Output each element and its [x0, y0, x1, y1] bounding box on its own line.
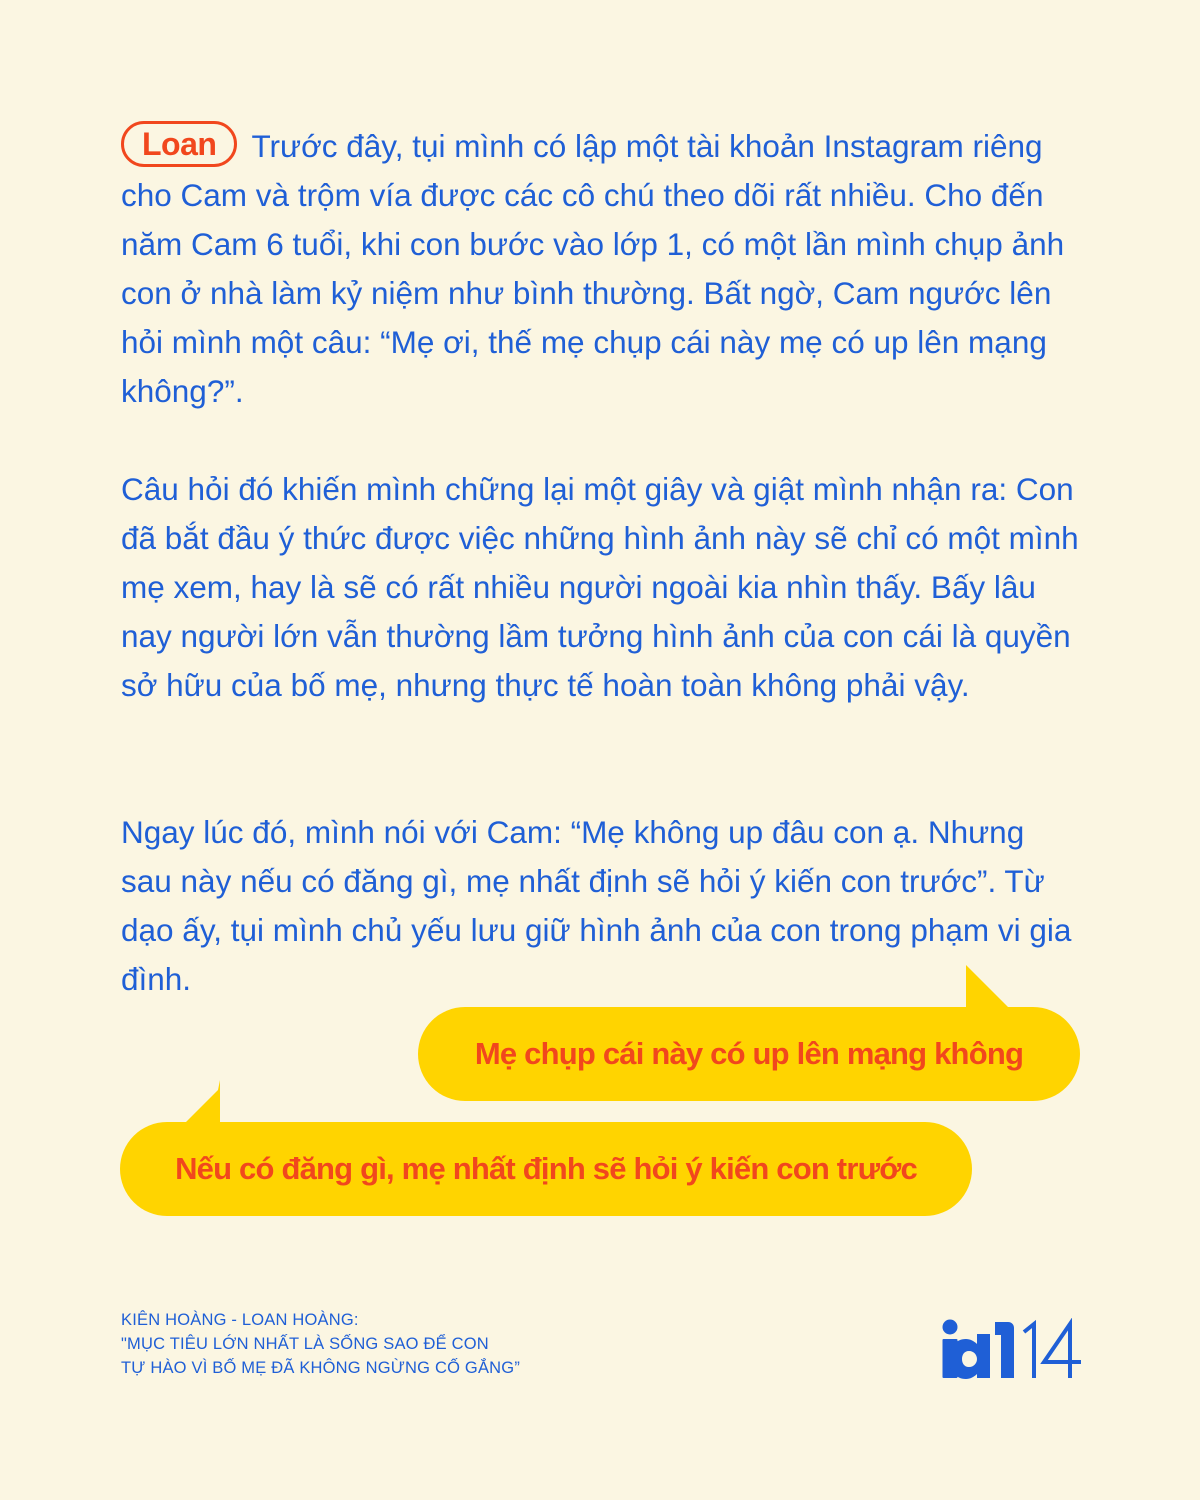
paragraph-1: [121, 121, 1081, 416]
paragraph-2: Câu hỏi đó khiến mình chững lại một giây và giật mình nhận ra: Con đã bắt đầu ý thức được việc những hình ảnh này sẽ chỉ có một mình mẹ xem, hay là sẽ có rất nhiều người ngoài kia nhìn thấy. Bấy lâu nay người lớn vẫn thường lầm tưởng hình ảnh của con cái là quyền sở hữu của bố mẹ, nhưng thực tế hoàn toàn không phải vậy.: [121, 471, 1079, 703]
footer-caption: [121, 1308, 520, 1380]
bubble-question-text: Mẹ chụp cái này có up lên mạng không: [418, 1007, 1080, 1101]
footer-line-2: "MỤC TIÊU LỚN NHẤT LÀ SỐNG SAO ĐỂ CON: [121, 1335, 489, 1353]
paragraph-3: Ngay lúc đó, mình nói với Cam: “Mẹ không up đâu con ạ. Nhưng sau này nếu có đăng gì, mẹ nhất định sẽ hỏi ý kiến con trước”. Từ dạo ấy, tụi mình chủ yếu lưu giữ hình ảnh của con trong phạm vi gia đình.: [121, 814, 1072, 997]
footer-line-3: TỰ HÀO VÌ BỐ MẸ ĐÃ KHÔNG NGỪNG CỐ GẮNG”: [121, 1359, 521, 1377]
paragraph-1-text: Trước đây, tụi mình có lập một tài khoản Instagram riêng cho Cam và trộm vía được các cô chú theo dõi rất nhiều. Cho đến năm Cam 6 tuổi, khi con bước vào lớp 1, có một lần mình chụp ảnh con ở nhà làm kỷ niệm như bình thường. Bất ngờ, Cam ngước lên hỏi mình một câu: “Mẹ ơi, thế mẹ chụp cái này mẹ có up lên mạng không?”.: [121, 128, 1065, 409]
brand-logo: [940, 1318, 1082, 1380]
speaker-tag: Loan: [121, 121, 237, 167]
bubble-answer-text: Nếu có đăng gì, mẹ nhất định sẽ hỏi ý kiến con trước: [120, 1122, 972, 1216]
speech-bubble-answer: [120, 1080, 972, 1216]
footer-line-1: KIÊN HOÀNG - LOAN HOÀNG:: [121, 1311, 359, 1329]
